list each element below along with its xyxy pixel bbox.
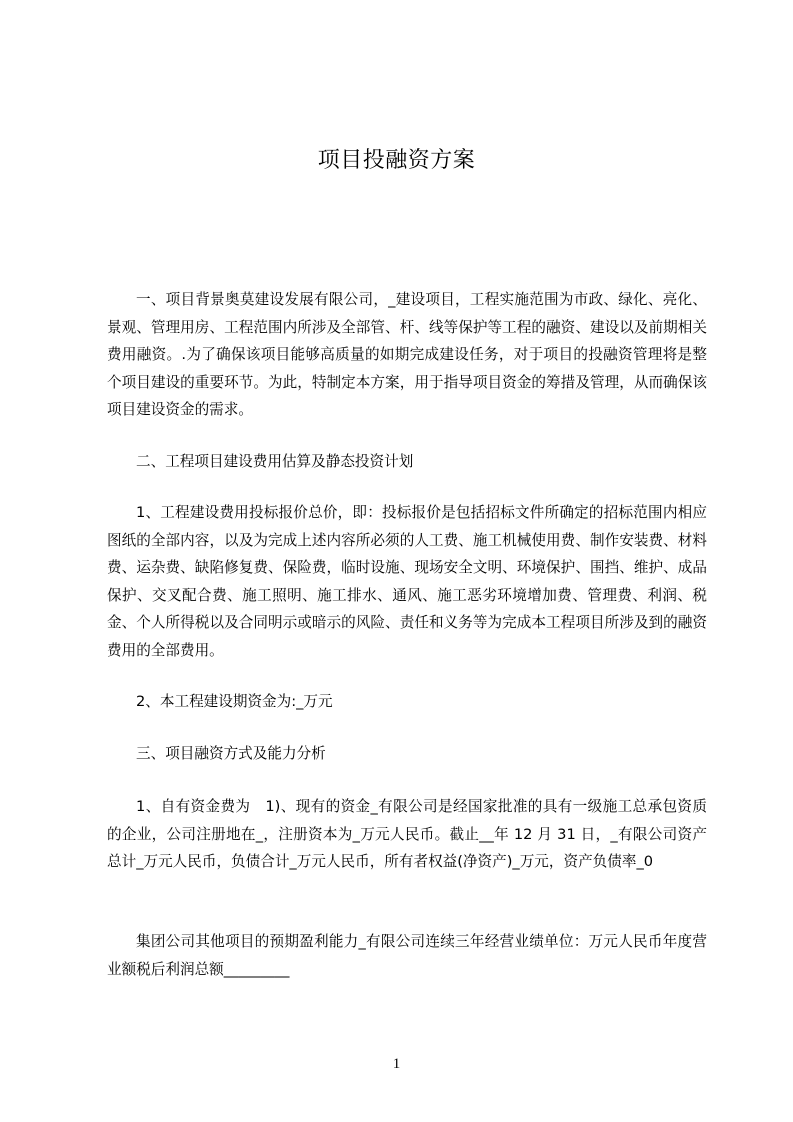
section-item-one: 1、工程建设费用投标报价总价，即：投标报价是包括招标文件所确定的招标范围内相应图纸的全部内容，以及为完成上述内容所必须的人工费、施工机械使用费、制作安装费、材料费、运杂费、缺陷修复费、保险费，临时设施、现场安全文明、环境保护、围挡、维护、成品保护、交叉配合费、施工照明、施工排水、通风、施工恶劣环境增加费、管理费、利润、税金、个人所得税以及合同明示或暗示的风险、责任和义务等为完成本工程项目所涉及到的融资费用的全部费用。 — [107, 504, 707, 659]
section-self-funds: 1、自有资金费为 1)、现有的资金_有限公司是经国家批准的具有一级施工总承包资质的企业，公司注册地在_，注册资本为_万元人民币。截止__年 12 月 31 日，_有限公司资产总计_万元人民币，负债合计_万元人民币，所有者权益(净资产)_万元，资产负债率_0 — [107, 798, 707, 870]
section-heading-three: 三、项目融资方式及能力分析 — [136, 745, 326, 762]
section-item-two: 2、本工程建设期资金为:_万元 — [136, 693, 333, 710]
section-group-profit: 集团公司其他项目的预期盈利能力_有限公司连续三年经营业绩单位：万元人民币年度营业额税后利润总额_________ — [107, 933, 707, 978]
section-background: 一、项目背景奥莫建设发展有限公司，_建设项目，工程实施范围为市政、绿化、亮化、景观、管理用房、工程范围内所涉及全部管、杆、线等保护等工程的融资、建设以及前期相关费用融资。.为了确保该项目能够高质量的如期完成建设任务，对于项目的投融资管理将是整个项目建设的重要环节。为此，特制定本方案，用于指导项目资金的筹措及管理，从而确保该项目建设资金的需求。 — [107, 291, 707, 418]
page-title: 项目投融资方案 — [317, 148, 476, 173]
page-number: 1 — [392, 1056, 401, 1072]
section-heading-two: 二、工程项目建设费用估算及静态投资计划 — [136, 453, 414, 470]
